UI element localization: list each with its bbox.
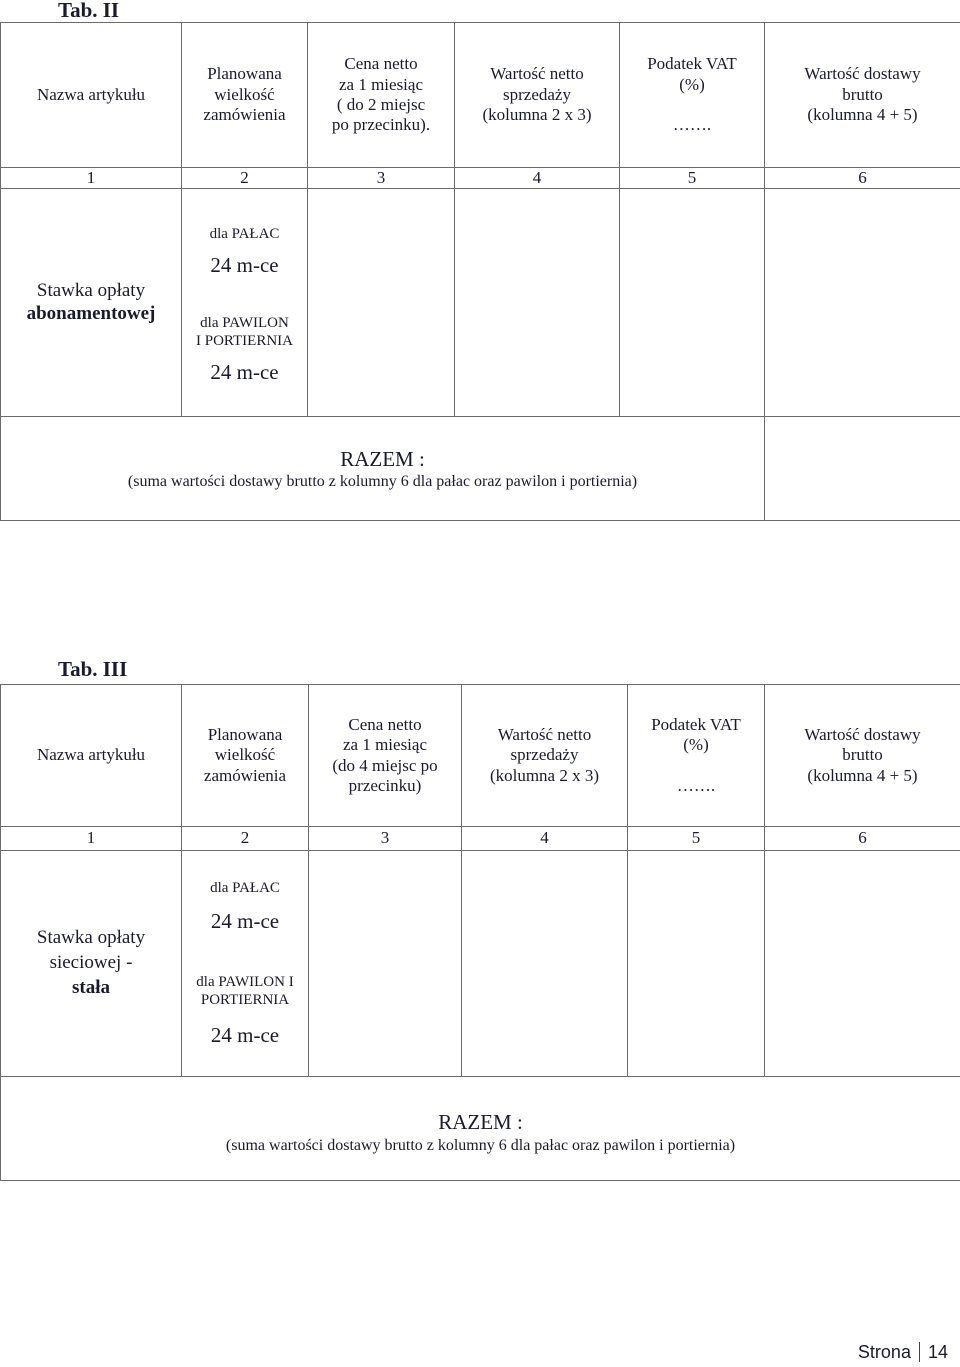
tab2-header-quantity: Planowana wielkość zamówienia <box>182 23 308 168</box>
tab3-header-gross-value: Wartość dostawy brutto (kolumna 4 + 5) <box>765 685 960 827</box>
tab3-pawilon-label-1: dla PAWILON I <box>196 973 294 990</box>
tab3-row-gross-value <box>765 851 960 1077</box>
tab2-title: Tab. II <box>58 0 120 22</box>
tab3-header-quantity: Planowana wielkość zamówienia <box>182 685 309 827</box>
tab3-table <box>0 684 960 1181</box>
tab3-razem-cell <box>1 1077 960 1181</box>
tab2-colnum-4: 4 <box>455 168 620 189</box>
tab2-palac-label: dla PAŁAC <box>209 225 280 242</box>
tab2-row-vat <box>620 189 765 417</box>
tab3-title: Tab. III <box>58 657 128 681</box>
footer-page-number: 14 <box>927 1342 948 1362</box>
tab2-header-price: Cena netto za 1 miesiąc ( do 2 miejsc po przecinku). <box>308 23 455 168</box>
tab2-razem-value <box>765 417 960 521</box>
tab2-row-gross-value <box>765 189 960 417</box>
tab3-colnum-1: 1 <box>1 827 182 851</box>
tab2-razem-title: RAZEM : <box>340 446 425 471</box>
tab2-header-name: Nazwa artykułu <box>1 23 182 168</box>
tab3-row-quantity <box>182 851 309 1077</box>
tab2-header-vat: Podatek VAT (%) ……. <box>620 23 765 168</box>
tab2-razem-cell <box>1 417 765 521</box>
tab2-pawilon-qty: 24 m-ce <box>210 359 279 384</box>
tab2-header-gross-value: Wartość dostawy brutto (kolumna 4 + 5) <box>765 23 960 168</box>
tab3-colnum-6: 6 <box>765 827 960 851</box>
tab3-colnum-4: 4 <box>462 827 628 851</box>
tab2-colnum-6: 6 <box>765 168 960 189</box>
tab3-header-vat: Podatek VAT (%) ……. <box>628 685 765 827</box>
tab3-pawilon-label-2: PORTIERNIA <box>200 991 290 1008</box>
tab2-razem-subtitle: (suma wartości dostawy brutto z kolumny 6 dla pałac oraz pawilon i portiernia) <box>127 472 638 490</box>
tab2-header-row <box>1 23 960 168</box>
tab3-row-net-value <box>462 851 628 1077</box>
tab3-razem-row <box>1 1077 960 1181</box>
tab2-column-numbers <box>1 168 960 189</box>
tab3-row-price <box>309 851 462 1077</box>
tab3-column-numbers <box>1 827 960 851</box>
tab3-row-name: Stawka opłaty sieciowej - stała <box>1 851 182 1077</box>
tab2-row-quantity <box>182 189 308 417</box>
tab2-razem-row <box>1 417 960 521</box>
tab3-row-vat <box>628 851 765 1077</box>
tab3-data-row <box>1 851 960 1077</box>
footer-label: Strona <box>857 1342 911 1362</box>
tab2-row-price <box>308 189 455 417</box>
tab3-header-row <box>1 685 960 827</box>
tab2-table <box>0 22 960 521</box>
tab2-data-row <box>1 189 960 417</box>
tab3-colnum-2: 2 <box>182 827 309 851</box>
tab3-header-net-value: Wartość netto sprzedaży (kolumna 2 x 3) <box>462 685 628 827</box>
tab3-header-price: Cena netto za 1 miesiąc (do 4 miejsc po przecinku) <box>309 685 462 827</box>
tab2-pawilon-label-2: I PORTIERNIA <box>195 332 293 349</box>
tab3-pawilon-qty: 24 m-ce <box>210 1022 280 1047</box>
tab2-row-name: Stawka opłaty abonamentowej <box>1 189 182 417</box>
tab2-colnum-1: 1 <box>1 168 182 189</box>
footer-separator <box>919 1342 920 1362</box>
tab2-palac-qty: 24 m-ce <box>210 252 279 277</box>
tab2-header-net-value: Wartość netto sprzedaży (kolumna 2 x 3) <box>455 23 620 168</box>
page-footer <box>858 1342 948 1363</box>
tab2-colnum-3: 3 <box>308 168 455 189</box>
tab3-razem-subtitle: (suma wartości dostawy brutto z kolumny 6 dla pałac oraz pawilon i portiernia) <box>225 1136 736 1154</box>
tab3-header-name: Nazwa artykułu <box>1 685 182 827</box>
tab2-row-net-value <box>455 189 620 417</box>
tab3-colnum-5: 5 <box>628 827 765 851</box>
tab3-palac-qty: 24 m-ce <box>210 909 280 934</box>
tab2-colnum-5: 5 <box>620 168 765 189</box>
tab3-colnum-3: 3 <box>309 827 462 851</box>
tab3-palac-label: dla PAŁAC <box>210 880 280 897</box>
tab3-razem-title: RAZEM : <box>438 1110 523 1135</box>
tab2-pawilon-label-1: dla PAWILON <box>200 314 289 331</box>
tab2-colnum-2: 2 <box>182 168 308 189</box>
